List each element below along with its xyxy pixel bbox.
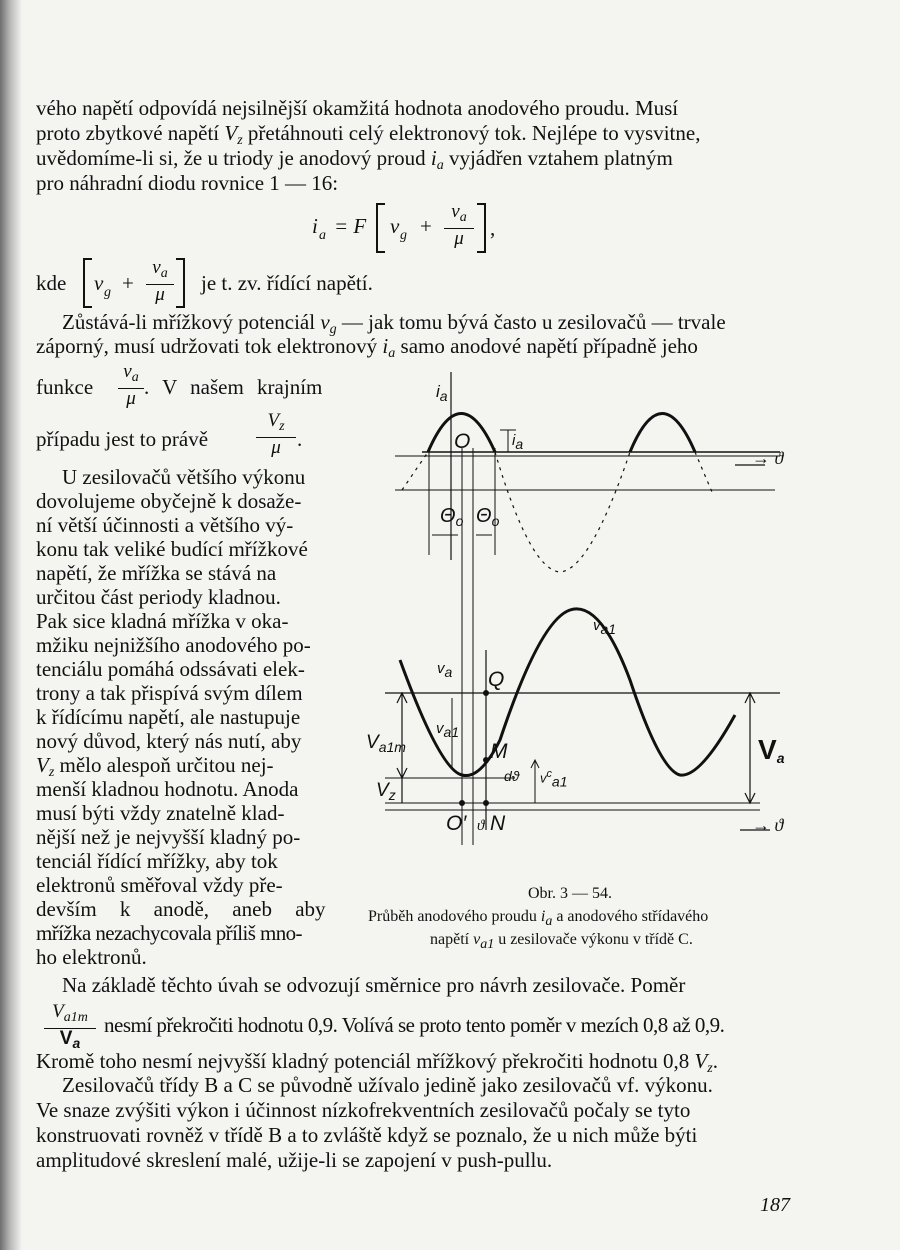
fig-label-theta0-a-sub: o (455, 513, 464, 529)
fig-label-M: M (490, 740, 508, 763)
text-line-zes-1: Zesilovačů třídy B a C se původně užívalo jedině jako zesilovačů vf. výkonu. (62, 1073, 713, 1097)
caption-symbol-va1: v (473, 931, 481, 948)
fig-label-ia-small (512, 432, 523, 452)
left-col-line: elektronů směřoval vždy pře- (36, 873, 283, 897)
left-col-line: nový důvod, který nás nutí, aby (36, 729, 302, 753)
formula-bracket-right (477, 203, 486, 253)
pripadu-fraction (256, 411, 296, 458)
left-col-line: ní větší účinnosti a většího vý- (36, 513, 294, 537)
ratio-fraction-num (44, 1002, 96, 1028)
point-M (484, 758, 489, 763)
kde-word: kde (36, 271, 67, 295)
left-col-line-vz-text: mělo alespoň určitou nej- (59, 753, 274, 777)
ia-dashed-negative (495, 452, 630, 572)
text-line-krome-text: Kromě toho nesmí nejvyšší kladný potenciál mřížkový překročiti hodnotu 0,8 (36, 1049, 690, 1073)
fig-label-va-axis-text: v (437, 660, 445, 677)
fig-label-O-prime: O′ (446, 812, 467, 835)
text-line-2-end: přetáhnouti celý elektronový tok. Nejlépe to vysvitne, (242, 121, 701, 145)
text-line-4: pro náhradní diodu rovnice 1 — 16: (36, 171, 339, 195)
text-line-6-start: Zůstává-li mřížkový potenciál (62, 310, 321, 334)
fig-label-ia-axis-text: i (436, 382, 440, 401)
kde-num: v (152, 257, 161, 278)
left-col-line: trony a tak přispívá svým dílem (36, 681, 303, 705)
symbol-Vz-2-sub: z (48, 765, 55, 780)
funkce-text: . V našem krajním (144, 375, 323, 399)
ratio-num-sub: a1m (63, 1010, 88, 1025)
text-line-6-end: — jak tomu bývá často u zesilovačů — trvale (336, 310, 726, 334)
kde-text: je t. zv. řídící napětí. (201, 271, 373, 295)
fig-label-va1c (540, 768, 568, 788)
kde-vg-sub: g (104, 285, 111, 300)
text-line-zes-2: Ve snaze zvýšiti výkon i účinnost nízkofrekventních zesilovačů počaly se tyto (36, 1098, 691, 1122)
left-col-line: Pak sice kladná mřížka v oka- (36, 609, 289, 633)
fig-label-va1-mid-text: v (436, 720, 444, 737)
ratio-fraction (44, 1002, 96, 1053)
symbol-Vz-3-sub: z (707, 1061, 713, 1076)
left-col-line: ho elektronů. (36, 945, 147, 969)
fig-label-Q: Q (488, 668, 505, 691)
caption-line-1-end: a anodového střídavého (552, 908, 709, 925)
pripadu-fraction-num (256, 411, 296, 437)
pripadu-den: μ (271, 437, 281, 458)
symbol-ia-2: i (382, 334, 389, 358)
symbol-ia-2-sub: a (388, 346, 396, 361)
fig-label-va1-mid-sub: a1 (443, 724, 460, 740)
left-col-line: U zesilovačů většího výkonu (62, 465, 306, 489)
point-O-prime (460, 801, 465, 806)
fig-label-ia-small-text: i (512, 432, 516, 449)
kde-vg: v (94, 271, 104, 295)
fig-label-va1c-sup: c (546, 768, 552, 780)
figure-caption-title: Obr. 3 — 54. (528, 885, 612, 902)
funkce-num: v (123, 361, 132, 382)
fig-label-N: N (490, 812, 506, 835)
left-col-line: dovolujeme obyčejně k dosaže- (36, 489, 302, 513)
formula-lhs-sub: a (319, 228, 326, 243)
fig-label-theta-upper: → ϑ (752, 448, 784, 468)
kde-plus: + (122, 271, 134, 295)
fig-label-ia-small-sub: a (515, 436, 524, 452)
fig-label-va1-mid (436, 720, 459, 740)
text-line-3-end: vyjádřen vztahem platným (443, 146, 673, 170)
text-line-2-start: proto zbytkové napětí (36, 121, 225, 145)
kde-fraction (146, 258, 174, 305)
left-col-line: devším k anodě, aneb aby (36, 897, 326, 921)
left-col-line: mřížka nezachycovala příliš mno- (36, 921, 302, 945)
left-col-line: tenciál řídící mřížky, aby tok (36, 849, 278, 873)
symbol-Vz: V (224, 121, 238, 145)
text-line-7-start: záporný, musí udržovati tok elektronový (36, 334, 383, 358)
fig-label-theta0-b (476, 505, 499, 529)
left-col-line: určitou část periody kladnou. (36, 585, 281, 609)
formula-vg-sub: g (400, 228, 407, 243)
text-line-7-end: samo anodové napětí případně jeho (395, 334, 698, 358)
fig-label-Vz-text: V (376, 780, 389, 801)
ia-dashed-tail (695, 452, 712, 492)
text-line-1: vého napětí odpovídá nejsilnější okamžitá hodnota anodového proudu. Musí (36, 96, 679, 120)
point-N (484, 801, 489, 806)
fig-label-va-axis (437, 660, 452, 680)
left-col-line: tenciálu pomáhá odssávati elek- (36, 657, 305, 681)
formula-num: v (451, 201, 460, 222)
kde-den: μ (155, 284, 165, 305)
formula-num-sub: a (459, 210, 467, 225)
pripadu-period: . (297, 427, 303, 451)
formula-vg: v (390, 214, 400, 238)
pripadu-num-sub: z (279, 419, 285, 434)
fig-label-theta0-b-text: Θ (476, 505, 492, 527)
waveform-diagram (340, 360, 810, 850)
caption-symbol-ia-sub: a (545, 914, 553, 929)
fig-label-O: O (454, 430, 471, 453)
symbol-vg: v (320, 310, 330, 334)
caption-symbol-va1-sub: a1 (480, 937, 495, 952)
caption-line-1-start: Průběh anodového proudu (368, 908, 541, 925)
funkce-word: funkce (36, 375, 94, 399)
text-line-nesmi: nesmí překročiti hodnotu 0,9. Volívá se proto tento poměr v mezích 0,8 až 0,9. (104, 1013, 725, 1037)
formula-den: μ (454, 228, 464, 249)
formula-fraction (444, 202, 474, 249)
fig-label-va1-text: v (593, 617, 601, 634)
ratio-num: V (52, 1001, 64, 1022)
fig-label-va-axis-sub: a (444, 664, 453, 680)
page-edge-shadow (0, 0, 22, 1250)
kde-fraction-num (146, 258, 174, 284)
funkce-fraction (118, 362, 144, 409)
fig-label-theta0-a (440, 505, 463, 529)
pripadu-num: V (267, 410, 280, 431)
fig-label-theta0-b-sub: o (491, 513, 500, 529)
fig-label-theta0-a-text: Θ (440, 505, 456, 527)
page-number: 187 (760, 1194, 790, 1216)
left-col-line: napětí, že mřížka se stává na (36, 561, 277, 585)
fig-label-Vz (376, 780, 396, 803)
va1-sine-wave (400, 609, 735, 776)
formula-bracket-left (376, 203, 385, 253)
left-col-line: k řídícímu napětí, ale nastupuje (36, 705, 301, 729)
symbol-ia: i (430, 146, 437, 170)
fig-label-Va1m-text: V (366, 732, 379, 753)
caption-line-2-end: u zesilovače výkonu v třídě C. (494, 931, 693, 948)
fig-label-va1-sub: a1 (600, 621, 617, 637)
fig-label-Vz-sub: z (388, 787, 396, 803)
fig-label-Va1m (366, 732, 406, 755)
symbol-Vz-2: V (36, 753, 49, 777)
text-line-na: Na základě těchto úvah se odvozují směrnice pro návrh zesilovače. Poměr (62, 973, 686, 997)
fig-label-Va1m-sub: a1m (378, 739, 406, 755)
funkce-num-sub: a (131, 370, 139, 385)
formula-eq: = F (334, 214, 367, 238)
kde-bracket-left (83, 258, 92, 308)
caption-symbol-ia: i (540, 908, 546, 925)
fig-label-Va-text: V (758, 734, 777, 765)
ia-pulse-2 (630, 414, 695, 453)
fig-label-ia-axis (436, 382, 448, 404)
fig-label-Va-sub: a (776, 750, 785, 766)
figure-obr-3-54 (340, 360, 810, 850)
left-col-line: nější než je nejvyšší kladný po- (36, 825, 301, 849)
caption-line-2-start: napětí (430, 931, 474, 948)
formula-comma: , (490, 216, 496, 240)
symbol-ia-sub: a (436, 158, 444, 173)
kde-bracket-right (176, 258, 185, 308)
fig-label-theta-lower: → ϑ (752, 815, 784, 835)
left-col-line: mžiku nejnižšího anodového po- (36, 633, 311, 657)
fig-label-va1c-sub: a1 (551, 773, 568, 790)
funkce-fraction-num (118, 362, 144, 388)
ratio-den: V (59, 1028, 73, 1049)
text-line-zes-4: amplitudové skreslení malé, užije-li se zapojení v push-pullu. (36, 1148, 553, 1172)
formula-lhs: i (312, 214, 318, 238)
formula-fraction-num (444, 202, 474, 228)
ratio-den-sub: a (72, 1035, 81, 1051)
kde-num-sub: a (160, 266, 168, 281)
left-col-line: konu tak veliké budící mřížkové (36, 537, 308, 561)
fig-label-dtheta: dϑ (504, 768, 520, 784)
symbol-vg-sub: g (329, 322, 337, 337)
symbol-Vz-3: V (694, 1049, 708, 1073)
left-col-line: menší kladnou hodnotu. Anoda (36, 777, 299, 801)
figure-caption-line-2 (430, 928, 693, 956)
fig-label-va1c-text: v (540, 770, 547, 786)
text-line-krome: Kromě toho nesmí nejvyšší kladný potenciál mřížkový překročiti hodnotu 0,8 $V_z$. (36, 1049, 718, 1076)
fig-label-theta: ϑ (477, 818, 485, 834)
fig-label-ia-axis-sub: a (439, 388, 448, 404)
text-line-zes-3: konstruovati rovněž v třídě B a to zvláště když se poznalo, že u nich může býti (36, 1123, 698, 1147)
pripadu-text: případu jest to právě (36, 427, 209, 451)
formula-plus: + (420, 214, 432, 238)
text-line-3-start: uvědomíme-li si, že u triody je anodový proud (36, 146, 431, 170)
fig-label-Va (758, 734, 784, 766)
fig-label-va1 (593, 617, 616, 637)
left-col-line: musí býti vždy znatelně klad- (36, 801, 285, 825)
ia-dashed-lead (402, 452, 428, 490)
funkce-den: μ (126, 388, 136, 409)
symbol-Vz-sub: z (237, 133, 243, 148)
